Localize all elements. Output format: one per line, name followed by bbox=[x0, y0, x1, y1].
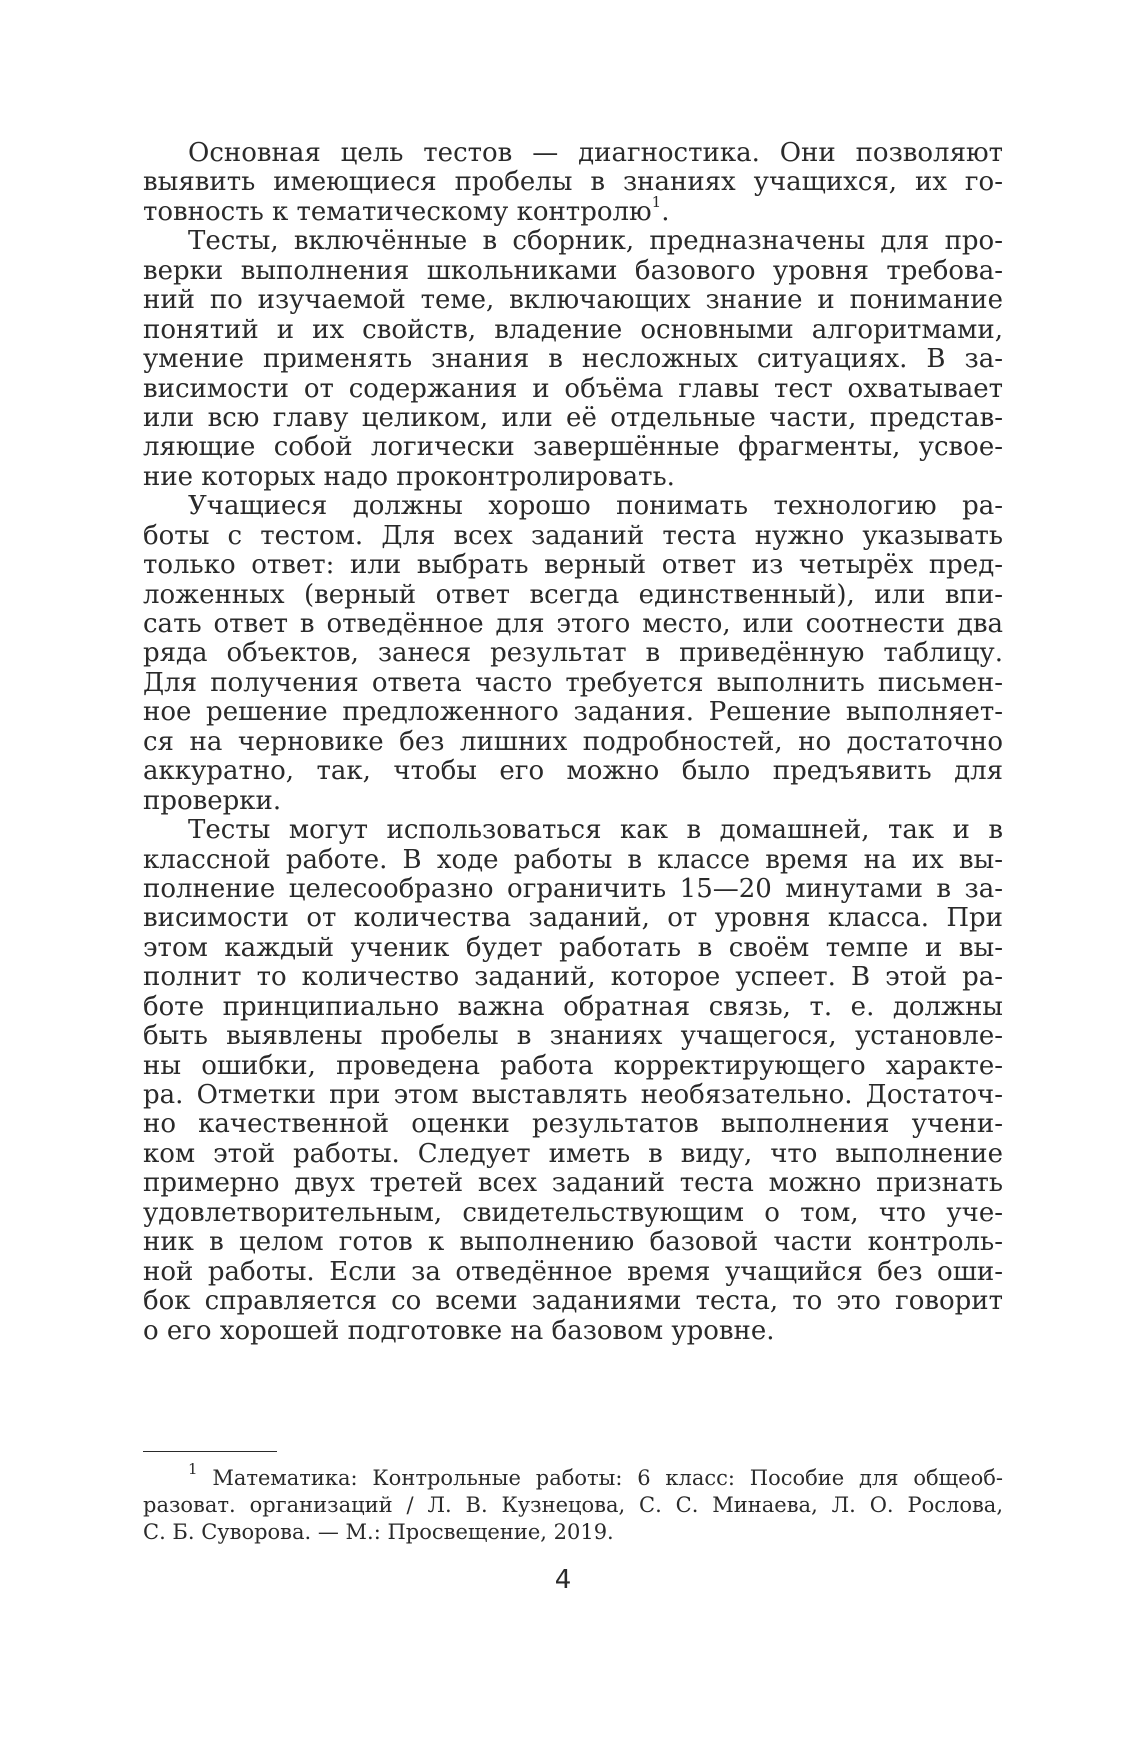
text-line: висимости от количества заданий, от уровня класса. При bbox=[143, 903, 1003, 934]
text-line: ны ошибки, проведена работа корректирующего характе- bbox=[143, 1050, 1003, 1081]
footnote bbox=[143, 1460, 1003, 1546]
text-line-end: . bbox=[661, 196, 670, 227]
footnote-line-content: Математика: Контрольные работы: 6 класс: Пособие для общеоб- bbox=[212, 1466, 1003, 1490]
text-line: классной работе. В ходе работы в классе время на их вы- bbox=[143, 844, 1003, 875]
text-line: ний по изучаемой теме, включающих знание и понимание bbox=[143, 285, 1003, 316]
text-line: Тесты могут использоваться как в домашней, так и в bbox=[188, 815, 1003, 846]
footnote-line: разоват. организаций / Л. В. Кузнецова, С. С. Минаева, Л. О. Рослова, bbox=[143, 1493, 1003, 1517]
footnote-divider bbox=[143, 1451, 277, 1452]
text-line: Тесты, включённые в сборник, предназначены для про- bbox=[188, 226, 1003, 257]
text-line: быть выявлены пробелы в знаниях учащегося, установле- bbox=[143, 1021, 1003, 1052]
text-line: Основная цель тестов — диагностика. Они позволяют bbox=[188, 138, 1003, 168]
text-line: удовлетворительным, свидетельствующим о том, что уче- bbox=[143, 1197, 1003, 1228]
text-line: ком этой работы. Следует иметь в виду, что выполнение bbox=[143, 1138, 1003, 1169]
text-line: сать ответ в отведённое для этого место, или соотнести два bbox=[143, 609, 1003, 639]
text-line: о его хорошей подготовке на базовом уровне. bbox=[143, 1315, 775, 1346]
text-line: или всю главу целиком, или её отдельные части, представ- bbox=[143, 402, 1003, 433]
text-line: бок справляется со всеми заданиями теста, то это говорит bbox=[143, 1286, 1003, 1317]
text-line: понятий и их свойств, владение основными алгоритмами, bbox=[143, 314, 1003, 345]
text-line: Учащиеся должны хорошо понимать технологию ра- bbox=[188, 491, 1003, 522]
text-line: боты с тестом. Для всех заданий теста нужно указывать bbox=[143, 520, 1003, 551]
text-line: ра. Отметки при этом выставлять необязательно. Достаточ- bbox=[143, 1080, 1003, 1110]
text-line: висимости от содержания и объёма главы тест охватывает bbox=[143, 373, 1003, 404]
text-line: этом каждый ученик будет работать в своём темпе и вы- bbox=[143, 932, 1003, 963]
text-line: проверки. bbox=[143, 785, 282, 816]
text-line: ляющие собой логически завершённые фрагменты, усвое- bbox=[143, 432, 1003, 463]
text-line: ник в целом готов к выполнению базовой части контроль- bbox=[143, 1227, 1003, 1258]
text-line: ся на черновике без лишних подробностей, но достаточно bbox=[143, 726, 1003, 757]
text-line: боте принципиально важна обратная связь, т. е. должны bbox=[143, 991, 1003, 1022]
footnote-reference: 1 bbox=[651, 193, 662, 212]
text-line: примерно двух третей всех заданий теста можно признать bbox=[143, 1168, 1003, 1199]
footnote-line: С. Б. Суворова. — М.: Просвещение, 2019. bbox=[143, 1520, 614, 1544]
text-line: ложенных (верный ответ всегда единственный), или впи- bbox=[143, 579, 1003, 610]
text-line: полнение целесообразно ограничить 15—20 минутами в за- bbox=[143, 873, 1003, 904]
text-line bbox=[143, 193, 1003, 227]
text-line: но качественной оценки результатов выполнения учени- bbox=[143, 1109, 1003, 1140]
page-number: 4 bbox=[554, 1565, 572, 1595]
text-line: выявить имеющиеся пробелы в знаниях учащихся, их го- bbox=[143, 167, 1003, 198]
footnote-marker: 1 bbox=[188, 1460, 198, 1478]
text-line: умение применять знания в несложных ситуациях. В за- bbox=[143, 344, 1003, 375]
text-line: ное решение предложенного задания. Решение выполняет- bbox=[143, 697, 1003, 728]
text-line: верки выполнения школьниками базового уровня требова- bbox=[143, 255, 1003, 286]
text-line: ной работы. Если за отведённое время учащийся без оши- bbox=[143, 1256, 1003, 1287]
text-line: полнит то количество заданий, которое успеет. В этой ра- bbox=[143, 962, 1003, 993]
text-line-content: товность к тематическому контролю bbox=[143, 196, 652, 227]
text-line: ряда объектов, занеся результат в приведённую таблицу. bbox=[143, 638, 1003, 669]
text-line: ние которых надо проконтролировать. bbox=[143, 461, 675, 492]
text-line: только ответ: или выбрать верный ответ из четырёх пред- bbox=[143, 550, 1003, 581]
text-line: Для получения ответа часто требуется выполнить письмен- bbox=[143, 667, 1003, 698]
main-text bbox=[143, 139, 1003, 1346]
footnote-line bbox=[143, 1460, 1003, 1492]
text-line: аккуратно, так, чтобы его можно было предъявить для bbox=[143, 756, 1003, 787]
